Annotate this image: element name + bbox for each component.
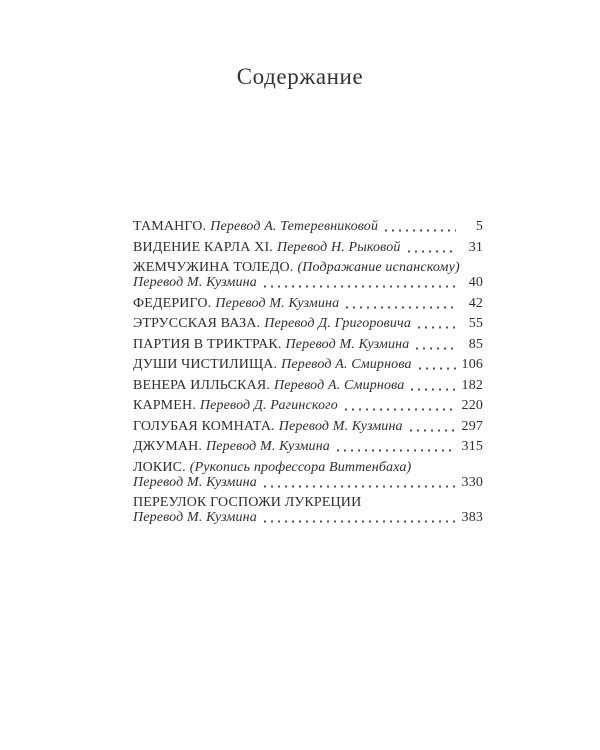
translator-credit: Перевод М. Кузмина — [278, 418, 403, 434]
page-number: 5 — [475, 219, 483, 234]
work-title: ЭТРУССКАЯ ВАЗА. — [133, 316, 261, 331]
toc-line — [133, 460, 483, 475]
page-number: 383 — [461, 510, 483, 525]
toc-line — [133, 378, 483, 393]
translator-credit: Перевод Н. Рыковой — [276, 239, 401, 255]
page-title: Содержание — [236, 64, 364, 89]
toc-entry — [133, 419, 483, 434]
page-number: 31 — [468, 239, 483, 255]
translator-credit: Перевод Д. Григоровича — [264, 316, 412, 331]
page-number: 40 — [468, 275, 483, 290]
work-title: ВЕНЕРА ИЛЛЬСКАЯ. — [133, 377, 270, 393]
toc-entry — [133, 337, 483, 352]
dot-leader — [346, 306, 456, 309]
dot-leader — [410, 429, 456, 432]
toc-line — [133, 357, 483, 372]
work-title: ДУШИ ЧИСТИЛИЩА. — [133, 357, 278, 372]
work-title: КАРМЕН. — [133, 398, 196, 413]
work-title: ПАРТИЯ В ТРИКТРАК. — [133, 336, 282, 352]
translator-credit: Перевод А. Смирнова — [281, 357, 412, 372]
dot-leader — [385, 229, 456, 232]
dot-leader — [264, 485, 456, 488]
dot-leader — [264, 520, 456, 523]
toc-entry — [133, 460, 483, 490]
work-title: ЖЕМЧУЖИНА ТОЛЕДО. — [133, 260, 294, 275]
work-title: ТАМАНГО. — [133, 219, 207, 234]
dot-leader — [337, 449, 456, 452]
toc-line — [133, 260, 483, 275]
translator-credit: Перевод А. Смирнова — [273, 377, 405, 393]
toc-line — [133, 240, 483, 255]
toc-entry — [133, 316, 483, 331]
toc-line — [133, 475, 483, 490]
translator-credit: Перевод Д. Рагинского — [199, 398, 338, 413]
toc-entry — [133, 495, 483, 525]
work-title: ДЖУМАН. — [133, 439, 203, 454]
dot-leader — [408, 250, 456, 253]
page-number: 42 — [468, 295, 483, 311]
toc-line — [133, 316, 483, 331]
dot-leader — [411, 388, 456, 391]
dot-leader — [416, 347, 456, 350]
toc-line — [133, 275, 483, 290]
page-number: 106 — [461, 357, 483, 372]
work-title: ЛОКИС. — [133, 459, 186, 475]
toc-line — [133, 219, 483, 234]
toc-line — [133, 398, 483, 413]
work-title: ФЕДЕРИГО. — [133, 295, 212, 311]
dot-leader — [418, 326, 456, 329]
work-title: ГОЛУБАЯ КОМНАТА. — [133, 418, 275, 434]
toc-entry — [133, 260, 483, 290]
page-number: 297 — [461, 418, 483, 434]
translator-credit: Перевод М. Кузмина — [206, 439, 330, 454]
toc-line — [133, 510, 483, 525]
translator-credit: Перевод М. Кузмина — [133, 275, 257, 290]
toc-entry — [133, 240, 483, 255]
dot-leader — [345, 408, 456, 411]
table-of-contents — [133, 219, 483, 531]
toc-entry — [133, 378, 483, 393]
work-title: ПЕРЕУЛОК ГОСПОЖИ ЛУКРЕЦИИ — [133, 495, 362, 510]
translator-credit: Перевод А. Тетеревниковой — [210, 219, 379, 234]
work-subtitle-note: (Рукопись профессора Виттенбаха) — [189, 459, 412, 475]
toc-line — [133, 337, 483, 352]
toc-line — [133, 439, 483, 454]
page-number: 182 — [461, 377, 483, 393]
translator-credit: Перевод М. Кузмина — [215, 295, 340, 311]
translator-credit: Перевод М. Кузмина — [133, 510, 257, 525]
page-number: 85 — [468, 336, 483, 352]
toc-line — [133, 296, 483, 311]
toc-entry — [133, 357, 483, 372]
toc-line — [133, 495, 483, 510]
toc-entry — [133, 219, 483, 234]
toc-line — [133, 419, 483, 434]
page-number: 315 — [461, 439, 483, 454]
page-number: 330 — [461, 474, 483, 490]
page-number: 55 — [468, 316, 483, 331]
translator-credit: Перевод М. Кузмина — [133, 474, 257, 490]
work-title: ВИДЕНИЕ КАРЛА XI. — [133, 239, 273, 255]
dot-leader — [419, 367, 456, 370]
toc-entry — [133, 439, 483, 454]
dot-leader — [264, 285, 456, 288]
translator-credit: Перевод М. Кузмина — [285, 336, 410, 352]
page-number: 220 — [461, 398, 483, 413]
toc-entry — [133, 296, 483, 311]
work-subtitle-note: (Подражание испанскому) — [297, 260, 460, 275]
toc-entry — [133, 398, 483, 413]
